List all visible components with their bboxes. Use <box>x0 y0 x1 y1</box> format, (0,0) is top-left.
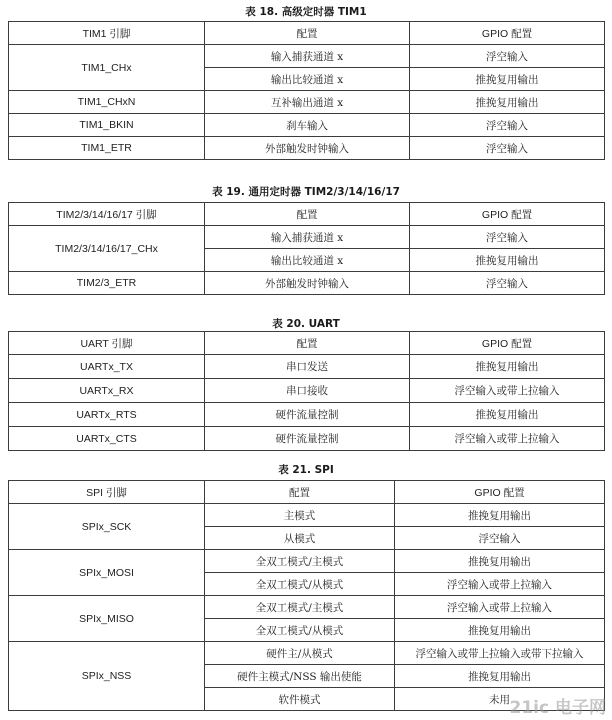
table-20 <box>8 331 605 451</box>
table-row <box>9 596 605 619</box>
config-cell: 外部触发时钟输入 <box>205 272 410 295</box>
table-header-row <box>9 481 605 504</box>
pin-cell: UARTx_RTS <box>9 403 205 427</box>
config-cell: 外部触发时钟输入 <box>205 137 410 160</box>
gpio-cell: 推挽复用输出 <box>410 249 605 272</box>
header-config: 配置 <box>205 22 410 45</box>
header-config: 配置 <box>205 332 410 355</box>
table-row <box>9 427 605 451</box>
header-gpio-config: GPIO 配置 <box>395 481 605 504</box>
gpio-cell: 推挽复用输出 <box>395 619 605 642</box>
table-row <box>9 226 605 249</box>
gpio-cell: 推挽复用输出 <box>410 403 605 427</box>
header-pin: TIM2/3/14/16/17 引脚 <box>9 203 205 226</box>
config-cell: 刹车输入 <box>205 114 410 137</box>
table-row <box>9 114 605 137</box>
gpio-cell: 浮空输入 <box>410 45 605 68</box>
table-21 <box>8 480 605 711</box>
header-gpio-config: GPIO 配置 <box>410 203 605 226</box>
config-cell: 串口接收 <box>205 379 410 403</box>
header-gpio-config: GPIO 配置 <box>410 22 605 45</box>
gpio-cell: 浮空输入或带上拉输入 <box>410 379 605 403</box>
gpio-cell: 浮空输入或带上拉输入 <box>395 596 605 619</box>
gpio-cell: 浮空输入 <box>410 272 605 295</box>
table-19-caption: 表 19. 通用定时器 TIM2/3/14/16/17 <box>212 186 400 198</box>
config-cell: 全双工模式/主模式 <box>205 596 395 619</box>
config-cell: 硬件主模式/NSS 输出使能 <box>205 665 395 688</box>
table-row <box>9 45 605 68</box>
config-cell: 输出比较通道 x <box>205 68 410 91</box>
config-cell: 从模式 <box>205 527 395 550</box>
gpio-cell: 浮空输入 <box>410 137 605 160</box>
config-cell: 串口发送 <box>205 355 410 379</box>
table-row <box>9 137 605 160</box>
table-row <box>9 550 605 573</box>
config-cell: 全双工模式/从模式 <box>205 619 395 642</box>
header-config: 配置 <box>205 203 410 226</box>
header-config: 配置 <box>205 481 395 504</box>
gpio-cell: 推挽复用输出 <box>410 91 605 114</box>
pin-cell: UARTx_CTS <box>9 427 205 451</box>
table-row <box>9 504 605 527</box>
pin-cell: UARTx_RX <box>9 379 205 403</box>
pin-cell: SPIx_SCK <box>9 504 205 550</box>
pin-cell: TIM1_CHxN <box>9 91 205 114</box>
gpio-cell: 浮空输入或带上拉输入或带下拉输入 <box>395 642 605 665</box>
pin-cell: TIM1_BKIN <box>9 114 205 137</box>
table-19 <box>8 202 605 295</box>
table-row <box>9 379 605 403</box>
gpio-cell: 推挽复用输出 <box>395 665 605 688</box>
pin-cell: SPIx_NSS <box>9 642 205 711</box>
header-pin: TIM1 引脚 <box>9 22 205 45</box>
pin-cell: TIM1_CHx <box>9 45 205 91</box>
table-18 <box>8 21 605 160</box>
gpio-cell: 浮空输入 <box>410 114 605 137</box>
gpio-cell: 浮空输入 <box>410 226 605 249</box>
config-cell: 全双工模式/从模式 <box>205 573 395 596</box>
gpio-cell: 浮空输入 <box>395 527 605 550</box>
gpio-cell: 推挽复用输出 <box>395 504 605 527</box>
table-row <box>9 355 605 379</box>
gpio-cell: 浮空输入或带上拉输入 <box>395 573 605 596</box>
gpio-cell: 推挽复用输出 <box>395 550 605 573</box>
table-header-row <box>9 22 605 45</box>
config-cell: 输入捕获通道 x <box>205 45 410 68</box>
config-cell: 输出比较通道 x <box>205 249 410 272</box>
pin-cell: TIM1_ETR <box>9 137 205 160</box>
table-header-row <box>9 332 605 355</box>
config-cell: 互补输出通道 x <box>205 91 410 114</box>
table-row <box>9 403 605 427</box>
config-cell: 硬件流量控制 <box>205 403 410 427</box>
config-cell: 全双工模式/主模式 <box>205 550 395 573</box>
table-row <box>9 272 605 295</box>
pin-cell: TIM2/3_ETR <box>9 272 205 295</box>
pin-cell: SPIx_MISO <box>9 596 205 642</box>
gpio-cell: 推挽复用输出 <box>410 68 605 91</box>
config-cell: 软件模式 <box>205 688 395 711</box>
gpio-cell: 推挽复用输出 <box>410 355 605 379</box>
table-18-caption: 表 18. 高级定时器 TIM1 <box>245 6 367 18</box>
watermark-logo: 21ic 电子网 <box>509 698 606 718</box>
gpio-cell: 未用 <box>395 688 605 711</box>
table-row <box>9 642 605 665</box>
config-cell: 硬件流量控制 <box>205 427 410 451</box>
config-cell: 输入捕获通道 x <box>205 226 410 249</box>
header-pin: UART 引脚 <box>9 332 205 355</box>
table-row <box>9 91 605 114</box>
header-gpio-config: GPIO 配置 <box>410 332 605 355</box>
header-pin: SPI 引脚 <box>9 481 205 504</box>
table-header-row <box>9 203 605 226</box>
pin-cell: UARTx_TX <box>9 355 205 379</box>
pin-cell: SPIx_MOSI <box>9 550 205 596</box>
gpio-cell: 浮空输入或带上拉输入 <box>410 427 605 451</box>
config-cell: 主模式 <box>205 504 395 527</box>
config-cell: 硬件主/从模式 <box>205 642 395 665</box>
pin-cell: TIM2/3/14/16/17_CHx <box>9 226 205 272</box>
table-21-caption: 表 21. SPI <box>278 464 334 476</box>
table-20-caption: 表 20. UART <box>272 318 340 330</box>
